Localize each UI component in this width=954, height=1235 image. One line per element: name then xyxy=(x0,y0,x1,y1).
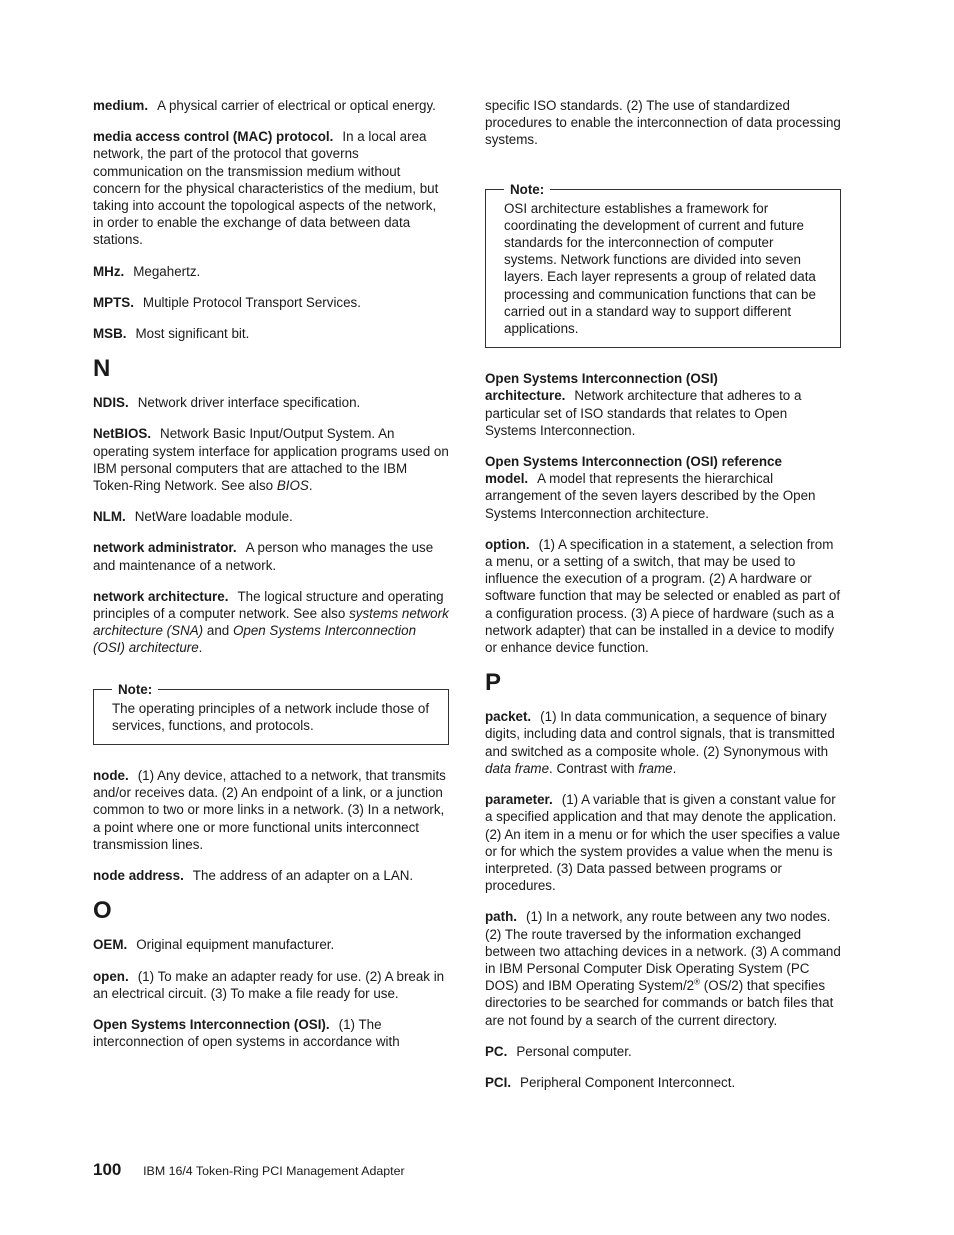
glossary-entry-pc xyxy=(485,1043,841,1060)
glossary-entry-osi-architecture xyxy=(485,370,841,439)
term: media access control (MAC) protocol. xyxy=(93,129,334,145)
glossary-entry-packet xyxy=(485,708,841,777)
definition: Original equipment manufacturer. xyxy=(136,937,335,953)
term: option. xyxy=(485,536,530,552)
definition: Network driver interface specification. xyxy=(137,395,361,411)
term: parameter. xyxy=(485,792,553,808)
term: MHz. xyxy=(93,263,125,279)
term: NLM. xyxy=(93,509,126,525)
note-text: OSI architecture establishes a framework for coordinating the development of current and future standards for the interconnection of computer systems. Network functions are divided into seven layers. Each layer represents a group of related data processing and communication functions that can be carried out in a standard way to support different applications. xyxy=(504,200,816,337)
note-text: The operating principles of a network include those of services, functions, and protocols. xyxy=(112,700,430,733)
definition: (1) A variable that is given a constant value for a specified application and that may denote the application. (2) An item in a menu or for which the user specifies a value or for which the system provides a value when the menu is interpreted. (3) Data passed between programs or procedures. xyxy=(485,792,841,894)
punctuation: . xyxy=(672,760,677,776)
definition: Network architecture that adheres to a particular set of ISO standards that relates to Open Systems Interconnection. xyxy=(485,388,802,438)
definition: Peripheral Component Interconnect. xyxy=(520,1074,736,1090)
footer-title: IBM 16/4 Token-Ring PCI Management Adapter xyxy=(143,1164,405,1178)
glossary-entry-msb xyxy=(93,325,449,342)
definition: (1) Any device, attached to a network, that transmits and/or receives data. (2) An endpoint of a link, or a junction common to two or more links in a network. (3) In a network, a point where one or more functional units interconnect transmission lines. xyxy=(93,768,446,852)
cross-reference: data frame xyxy=(485,760,550,776)
cross-reference: frame xyxy=(638,760,673,776)
left-column xyxy=(93,97,449,1064)
definition: A model that represents the hierarchical arrangement of the seven layers described by the Open Systems Interconnection architecture. xyxy=(485,471,816,521)
definition: In a local area network, the part of the protocol that governs communication on the transmission medium without concern for the physical characteristics of the medium, but taking into account the topological aspects of the network, in order to enable the exchange of data between data stations. xyxy=(93,129,439,248)
page-footer xyxy=(93,1161,405,1180)
glossary-entry-ndis xyxy=(93,394,449,411)
term: network architecture. xyxy=(93,588,229,604)
definition: (1) A specification in a statement, a selection from a menu, or a setting of a switch, that may be used to influence the execution of a program. (2) A hardware or software function that may be selected or enabled as part of a configuration process. (3) A piece of hardware (such as a network adapter) that can be installed in a device to modify or enhance device function. xyxy=(485,536,841,656)
definition: (1) In data communication, a sequence of binary digits, including data and control signals, that is transmitted and switched as a composite whole. (2) Synonymous with xyxy=(485,709,835,759)
definition: The address of an adapter on a LAN. xyxy=(192,868,414,884)
punctuation: . xyxy=(308,478,313,494)
glossary-entry-network-administrator xyxy=(93,539,449,573)
section-letter-n: N xyxy=(93,355,111,383)
definition: Megahertz. xyxy=(133,263,201,279)
page-number: 100 xyxy=(93,1160,122,1179)
glossary-entry-osi-continued: specific ISO standards. (2) The use of standardized procedures to enable the interconnection of data processing systems. xyxy=(485,98,841,148)
term: Open Systems Interconnection (OSI). xyxy=(93,1016,330,1032)
term: packet. xyxy=(485,709,532,725)
glossary-entry-medium xyxy=(93,97,449,114)
definition: The logical structure and operating principles of a computer network. See also xyxy=(93,588,444,622)
definition: Most significant bit. xyxy=(135,326,250,342)
note-label: Note: xyxy=(112,682,158,698)
cross-reference: Open Systems Interconnection (OSI) architecture xyxy=(93,623,417,656)
right-column xyxy=(485,97,841,1105)
term: node address. xyxy=(93,868,184,884)
punctuation: . xyxy=(198,640,203,656)
term: path. xyxy=(485,909,517,925)
definition-continued: (OS/2) that specifies directories to be searched for commands or batch files that are not found by a search of the current directory. xyxy=(485,978,834,1028)
definition: (1) The interconnection of open systems in accordance with xyxy=(93,1016,400,1050)
cross-reference: BIOS xyxy=(276,478,309,494)
note-box xyxy=(93,681,449,745)
glossary-entry-nlm xyxy=(93,508,449,525)
glossary-entry-pci xyxy=(485,1074,841,1091)
glossary-entry-oem xyxy=(93,936,449,953)
term: NDIS. xyxy=(93,395,129,411)
glossary-entry-node-address xyxy=(93,867,449,884)
glossary-entry-parameter xyxy=(485,791,841,894)
glossary-entry-mac xyxy=(93,128,449,248)
term: Open Systems Interconnection (OSI) architecture. xyxy=(485,371,718,404)
definition: NetWare loadable module. xyxy=(134,509,293,525)
glossary-entry-node xyxy=(93,767,449,853)
term: OEM. xyxy=(93,937,128,953)
definition: Multiple Protocol Transport Services. xyxy=(142,294,361,310)
term: network administrator. xyxy=(93,540,237,556)
term: PC. xyxy=(485,1043,508,1059)
definition: Network Basic Input/Output System. An operating system interface for application programs used on IBM personal computers that are attached to the IBM Token-Ring Network. See also xyxy=(93,426,449,494)
definition-continued: . Contrast with xyxy=(549,760,635,776)
definition: A physical carrier of electrical or optical energy. xyxy=(157,98,436,113)
term: Open Systems Interconnection (OSI) reference model. xyxy=(485,454,782,487)
note-box xyxy=(485,181,841,349)
glossary-entry-osi-reference-model xyxy=(485,453,841,522)
glossary-entry-mpts xyxy=(93,294,449,311)
definition: (1) To make an adapter ready for use. (2) A break in an electrical circuit. (3) To make a file ready for use. xyxy=(93,968,445,1001)
note-label: Note: xyxy=(504,182,550,198)
term: MSB. xyxy=(93,326,127,342)
conjunction: and xyxy=(206,623,230,639)
term: open. xyxy=(93,968,129,984)
glossary-entry-open xyxy=(93,968,449,1002)
definition: Personal computer. xyxy=(516,1043,632,1059)
definition: (1) In a network, any route between any two nodes. (2) The route traversed by the information exchanged between two attaching devices in a network. (3) A command in IBM Personal Computer Disk Operating System (PC DOS) and IBM Operating System/2 xyxy=(485,909,841,994)
glossary-entry-mhz xyxy=(93,263,449,280)
term: medium. xyxy=(93,98,149,113)
term: PCI. xyxy=(485,1074,512,1090)
registered-mark: ® xyxy=(694,977,701,987)
glossary-entry-network-architecture xyxy=(93,588,449,657)
term: node. xyxy=(93,768,129,784)
glossary-entry-option xyxy=(485,536,841,656)
section-letter-o: O xyxy=(93,897,112,925)
term: MPTS. xyxy=(93,294,134,310)
section-letter-p: P xyxy=(485,669,502,697)
glossary-entry-netbios xyxy=(93,425,449,494)
cross-reference: systems network architecture (SNA) xyxy=(93,606,449,639)
term: NetBIOS. xyxy=(93,426,152,442)
glossary-entry-osi xyxy=(93,1016,449,1050)
definition: A person who manages the use and maintenance of a network. xyxy=(93,540,434,573)
glossary-entry-path xyxy=(485,908,841,1028)
